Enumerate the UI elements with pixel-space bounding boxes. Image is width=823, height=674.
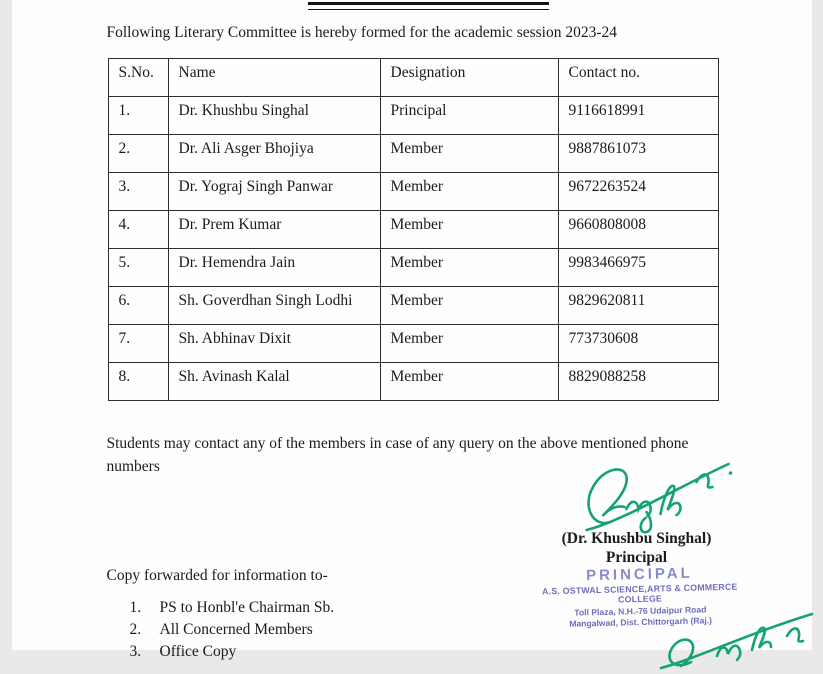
- col-header-designation: Designation: [380, 59, 558, 97]
- intro-text: Following Literary Committee is hereby formed for the academic session 2023-24: [107, 24, 618, 42]
- cell-name: Sh. Goverdhan Singh Lodhi: [168, 287, 380, 325]
- stamp-address: Toll Plaza, N.H.-76 Udaipur Road: [530, 603, 750, 618]
- cell-name: Dr. Prem Kumar: [168, 211, 380, 249]
- list-item: [130, 621, 335, 643]
- col-header-contact: Contact no.: [558, 59, 718, 97]
- copy-forwarded-label: Copy forwarded for information to-: [107, 567, 328, 585]
- table-row: [108, 173, 718, 211]
- cell-contact: 773730608: [558, 325, 718, 363]
- table-row: [108, 97, 718, 135]
- table-row: [108, 135, 718, 173]
- cell-sno: 7.: [108, 325, 168, 363]
- cell-name: Dr. Yograj Singh Panwar: [168, 173, 380, 211]
- cell-name: Dr. Ali Asger Bhojiya: [168, 135, 380, 173]
- table-row: [108, 325, 718, 363]
- cell-name: Dr. Hemendra Jain: [168, 249, 380, 287]
- copy-forwarded-list: [130, 599, 335, 665]
- table-row: [108, 249, 718, 287]
- list-item-number: 1.: [130, 599, 160, 617]
- cell-designation: Principal: [380, 97, 558, 135]
- cell-contact: 9887861073: [558, 135, 718, 173]
- cell-sno: 8.: [108, 363, 168, 401]
- signatory-title: Principal: [537, 549, 737, 567]
- signatory-name: (Dr. Khushbu Singhal): [537, 530, 737, 548]
- cell-designation: Member: [380, 249, 558, 287]
- cell-sno: 6.: [108, 287, 168, 325]
- cell-sno: 1.: [108, 97, 168, 135]
- committee-table: [108, 58, 719, 401]
- cell-sno: 2.: [108, 135, 168, 173]
- cell-sno: 3.: [108, 173, 168, 211]
- secondary-signature-ink: [657, 604, 823, 674]
- cell-designation: Member: [380, 135, 558, 173]
- stamp-city: Mangalwad, Dist. Chittorgarh (Raj.): [530, 614, 750, 629]
- col-header-sno: S.No.: [108, 59, 168, 97]
- cell-name: Sh. Avinash Kalal: [168, 363, 380, 401]
- list-item: [130, 599, 335, 621]
- contact-note: Students may contact any of the members in case of any query on the above mentioned phone numbers: [107, 432, 741, 478]
- cell-contact: 9116618991: [558, 97, 718, 135]
- cell-designation: Member: [380, 211, 558, 249]
- cell-name: Sh. Abhinav Dixit: [168, 325, 380, 363]
- list-item-text: All Concerned Members: [160, 621, 313, 639]
- list-item-text: PS to Honbl'e Chairman Sb.: [160, 599, 335, 617]
- cell-designation: Member: [380, 363, 558, 401]
- list-item-number: 3.: [130, 643, 160, 661]
- cell-contact: 9829620811: [558, 287, 718, 325]
- list-item-number: 2.: [130, 621, 160, 639]
- stamp-college: A.S. OSTWAL SCIENCE,ARTS & COMMERCE COLLEGE: [529, 581, 749, 606]
- table-header-row: [108, 59, 718, 97]
- list-item-text: Office Copy: [160, 643, 237, 661]
- cell-name: Dr. Khushbu Singhal: [168, 97, 380, 135]
- cell-sno: 4.: [108, 211, 168, 249]
- cell-designation: Member: [380, 325, 558, 363]
- cell-sno: 5.: [108, 249, 168, 287]
- table-row: [108, 211, 718, 249]
- scanned-notice-page: [12, 0, 812, 650]
- cell-contact: 9672263524: [558, 173, 718, 211]
- cell-contact: 9983466975: [558, 249, 718, 287]
- cell-contact: 8829088258: [558, 363, 718, 401]
- cell-designation: Member: [380, 287, 558, 325]
- cell-designation: Member: [380, 173, 558, 211]
- principal-signature-ink: [578, 456, 738, 538]
- list-item: [130, 643, 335, 665]
- col-header-name: Name: [168, 59, 380, 97]
- cutoff-heading-underline: [308, 2, 549, 10]
- stamp-title: PRINCIPAL: [529, 563, 749, 585]
- table-row: [108, 287, 718, 325]
- table-row: [108, 363, 718, 401]
- cell-contact: 9660808008: [558, 211, 718, 249]
